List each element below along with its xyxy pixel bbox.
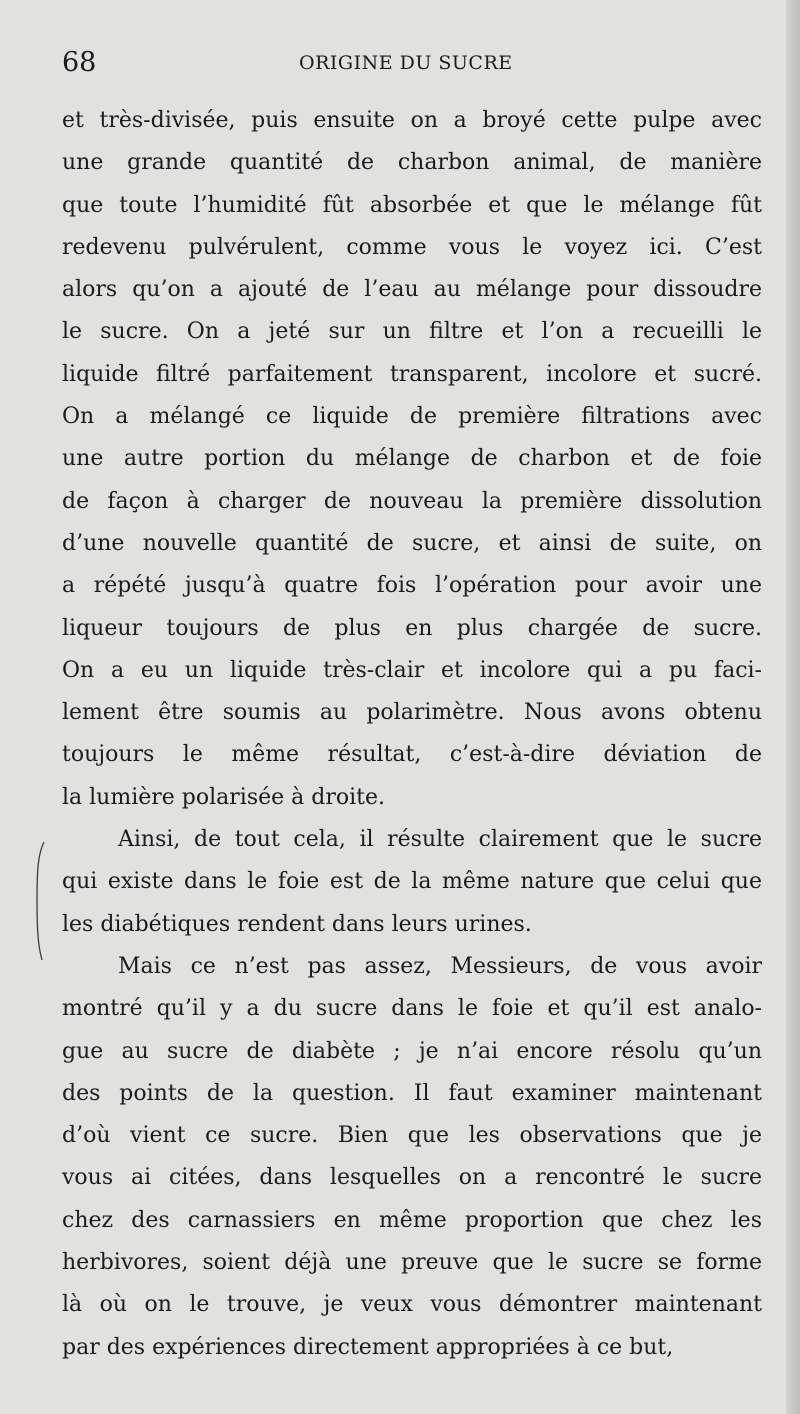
- text-line: que toute l’humidité fût absorbée et que le mélange fût: [62, 192, 762, 218]
- text-line: chez des carnassiers en même proportion que chez les: [62, 1207, 762, 1233]
- margin-bracket-mark: [34, 840, 46, 962]
- text-line: le sucre. On a jeté sur un filtre et l’on a recueilli le: [62, 319, 762, 345]
- text-line: Ainsi, de tout cela, il résulte clairement que le sucre: [118, 827, 762, 853]
- text-line: On a eu un liquide très-clair et incolore qui a pu faci-: [62, 657, 762, 683]
- text-line: des points de la question. Il faut examiner maintenant: [62, 1080, 762, 1106]
- text-line: là où on le trouve, je veux vous démontrer maintenant: [62, 1292, 762, 1318]
- paragraph: [62, 100, 762, 819]
- page-number: 68: [62, 47, 97, 78]
- text-line: Mais ce n’est pas assez, Messieurs, de vous avoir: [118, 953, 762, 979]
- text-line: qui existe dans le foie est de la même nature que celui que: [62, 869, 762, 895]
- text-line: montré qu’il y a du sucre dans le foie et qu’il est analo-: [62, 996, 762, 1022]
- text-line: par des expériences directement appropriées à ce but,: [62, 1334, 674, 1360]
- text-line: d’où vient ce sucre. Bien que les observations que je: [62, 1123, 762, 1149]
- page-edge: [786, 0, 800, 1414]
- text-line: liqueur toujours de plus en plus chargée de sucre.: [62, 615, 762, 641]
- running-head: [62, 46, 762, 80]
- text-line: une autre portion du mélange de charbon et de foie: [62, 446, 762, 472]
- text-line: vous ai citées, dans lesquelles on a rencontré le sucre: [62, 1165, 762, 1191]
- text-line: toujours le même résultat, c’est-à-dire déviation de: [62, 742, 762, 768]
- text-line: alors qu’on a ajouté de l’eau au mélange pour dissoudre: [62, 277, 762, 303]
- body-text: [62, 100, 762, 1369]
- text-line: lement être soumis au polarimètre. Nous avons obtenu: [62, 700, 762, 726]
- text-line: une grande quantité de charbon animal, de manière: [62, 150, 762, 176]
- text-line: les diabétiques rendent dans leurs urines.: [62, 911, 532, 937]
- text-line: la lumière polarisée à droite.: [62, 784, 385, 810]
- text-line: redevenu pulvérulent, comme vous le voyez ici. C’est: [62, 234, 762, 260]
- text-line: d’une nouvelle quantité de sucre, et ainsi de suite, on: [62, 530, 762, 556]
- text-line: herbivores, soient déjà une preuve que le sucre se forme: [62, 1250, 762, 1276]
- text-line: liquide filtré parfaitement transparent, incolore et sucré.: [62, 361, 762, 387]
- paragraph: [62, 946, 762, 1369]
- paragraph: [62, 819, 762, 946]
- text-line: et très-divisée, puis ensuite on a broyé cette pulpe avec: [62, 108, 762, 133]
- running-title: ORIGINE DU SUCRE: [299, 52, 513, 74]
- text-line: de façon à charger de nouveau la première dissolution: [62, 488, 762, 514]
- text-line: On a mélangé ce liquide de première filtrations avec: [62, 404, 762, 430]
- text-line: a répété jusqu’à quatre fois l’opération pour avoir une: [62, 573, 762, 599]
- text-line: gue au sucre de diabète ; je n’ai encore résolu qu’un: [62, 1038, 762, 1064]
